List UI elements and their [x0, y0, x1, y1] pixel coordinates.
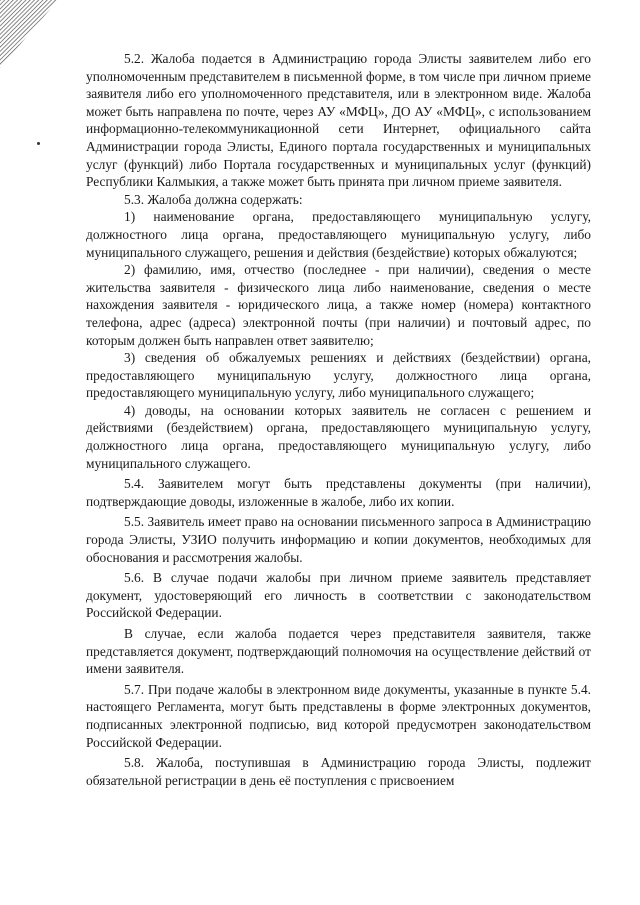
paragraph-5-7: 5.7. При подаче жалобы в электронном виде документы, указанные в пункте 5.4. настоящего Регламента, могут быть представлены в форме электронных документов, подписанных электронной подписью, вид которой предусмотрен законодательством Российской Федерации.: [86, 681, 591, 750]
paragraph-5-2: 5.2. Жалоба подается в Администрацию города Элисты заявителем либо его уполномоченным представителем в письменной форме, в том числе при личном приеме заявителя либо его уполномоченного представителя, или в электронном виде. Жалоба может быть направлена по почте, через АУ «МФЦ», ДО АУ «МФЦ», с использованием информационно-телекоммуникационной сети Интернет, официального сайта Администрации города Элисты, Единого портала государственных и муниципальных услуг (функций) либо Портала государственных и муниципальных услуг (функций) Республики Калмыкия, а также может быть принята при личном приеме заявителя.: [86, 51, 591, 190]
list-item-3: 3) сведения об обжалуемых решениях и действиях (бездействии) органа, предоставляющего муниципальную услугу, должностного лица органа, предоставляющего муниципальную услугу, либо муниципального служащего;: [86, 350, 591, 401]
paragraph-representative: В случае, если жалоба подается через представителя заявителя, также представляется документ, подтверждающий полномочия на осуществление действий от имени заявителя.: [86, 626, 591, 677]
list-item-4: 4) доводы, на основании которых заявитель не согласен с решением и действиями (бездействием) органа, предоставляющего муниципальную услугу, должностного лица органа, предоставляющего муниципальную услугу, либо муниципального служащего.: [86, 402, 591, 471]
scan-corner-fold: [0, 0, 60, 70]
list-item-1: 1) наименование органа, предоставляющего муниципальную услугу, должностного лица органа, предоставляющего муниципальную услугу, либо муниципального служащего, решения и действия (бездействие) которых обжалуются;: [86, 209, 591, 260]
list-item-2: 2) фамилию, имя, отчество (последнее - при наличии), сведения о месте жительства заявителя - физического лица либо наименование, сведения о месте нахождения заявителя - юридического лица, а также номер (номера) контактного телефона, адрес (адреса) электронной почты (при наличии) и почтовый адрес, по которым должен быть направлен ответ заявителю;: [86, 262, 591, 348]
paragraph-5-8: 5.8. Жалоба, поступившая в Администрацию города Элисты, подлежит обязательной регистрации в день её поступления с присвоением: [86, 755, 591, 788]
document-page: [86, 50, 591, 789]
paragraph-5-3: 5.3. Жалоба должна содержать:: [124, 191, 303, 207]
paragraph-5-6: 5.6. В случае подачи жалобы при личном приеме заявитель представляет документ, удостоверяющий его личность в соответствии с законодательством Российской Федерации.: [86, 570, 591, 621]
paragraph-5-5: 5.5. Заявитель имеет право на основании письменного запроса в Администрацию города Элисты, УЗИО получить информацию и копии документов, необходимых для обоснования и рассмотрения жалобы.: [86, 514, 591, 565]
paragraph-5-4: 5.4. Заявителем могут быть представлены документы (при наличии), подтверждающие доводы, изложенные в жалобе, либо их копии.: [86, 476, 591, 509]
scan-speck: [37, 142, 40, 145]
